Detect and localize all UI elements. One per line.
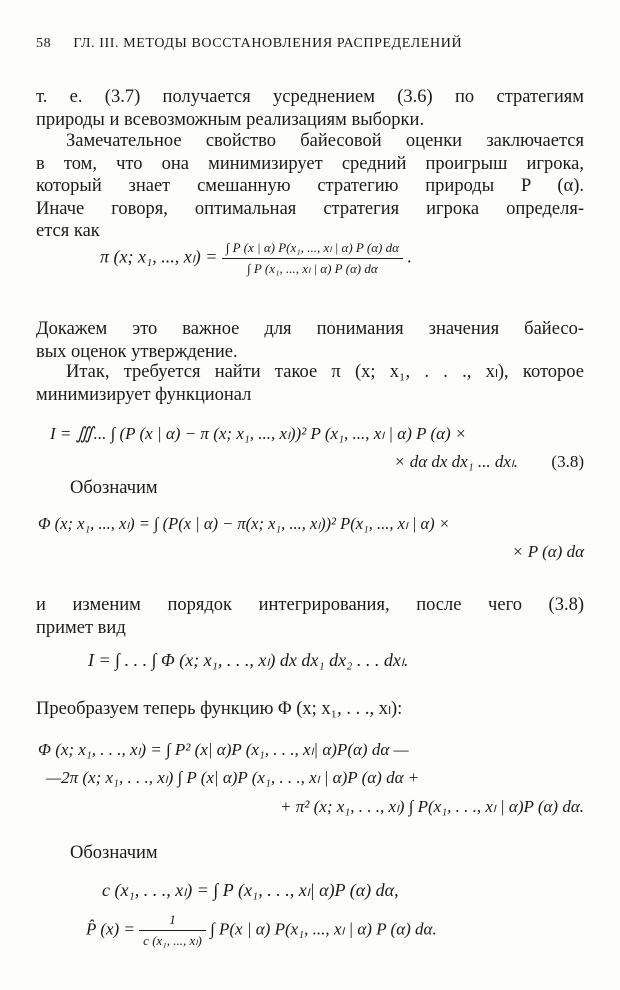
fraction-numerator: ∫ P (x | α) P(x₁, ..., xₗ | α) P (α) dα	[222, 240, 403, 259]
text-line: природы и всевозможным реализациям выборки.	[36, 109, 425, 130]
fraction-numerator: 1	[139, 912, 206, 931]
equation-phi-expand-line-2: —2π (x; x₁, . . ., xₗ) ∫ P (x| α)P (x₁, . . ., xₗ | α)P (α) dα +	[46, 768, 420, 787]
text-line: Замечательное свойство байесовой оценки заключается	[66, 131, 584, 151]
equation-phi-def-line-1: Φ (x; x₁, ..., xₗ) = ∫ (P(x | α) − π(x; x₁, ..., xₗ))² P(x₁, ..., xₗ | α) ×	[38, 514, 450, 533]
equation-phi-def-line-2: × P (α) dα	[512, 542, 584, 561]
equation-p-hat	[86, 912, 437, 949]
equation-phi-expand-line-1: Φ (x; x₁, . . ., xₗ) = ∫ P² (x| α)P (x₁, . . ., xₗ| α)P(α) dα —	[38, 740, 409, 759]
text-line: который знает смешанную стратегию природы P (α).	[36, 176, 584, 196]
equation-c: c (x₁, . . ., xₗ) = ∫ P (x₁, . . ., xₗ| α)P (α) dα,	[102, 880, 399, 900]
text-line: в том, что она минимизирует средний проигрыш игрока,	[36, 153, 584, 174]
fraction-denominator: c (x₁, ..., xₗ)	[143, 933, 202, 948]
label-oboznachim: Обозначим	[70, 478, 158, 498]
text-line: вых оценок утверждение.	[36, 341, 238, 362]
equation-I-transformed: I = ∫ . . . ∫ Φ (x; x₁, . . ., xₗ) dx dx₁ dx₂ . . . dxₗ.	[88, 650, 409, 670]
text-line: Иначе говоря, оптимальная стратегия игрока определя-	[36, 198, 584, 219]
equation-number: (3.8)	[551, 452, 584, 471]
running-title: ГЛ. III. МЕТОДЫ ВОССТАНОВЛЕНИЯ РАСПРЕДЕЛЕНИЙ	[73, 36, 463, 51]
fraction	[222, 240, 403, 277]
text-line: Итак, требуется найти такое π (x; x₁, . . ., xₗ), которое	[66, 362, 584, 382]
equation-pi	[100, 240, 412, 277]
text-line: и изменим порядок интегрирования, после чего (3.8)	[36, 595, 584, 615]
equation-3-8-line-1: I = ∭... ∫ (P (x | α) − π (x; x₁, ..., xₗ))² P (x₁, ..., xₗ | α) P (α) ×	[50, 424, 467, 443]
equation-tail: .	[407, 246, 412, 267]
equation-rhs: ∫ P(x | α) P(x₁, ..., xₗ | α) P (α) dα.	[210, 919, 437, 939]
text-line: примет вид	[36, 617, 126, 638]
paragraph-4	[36, 361, 584, 406]
text-line: т. е. (3.7) получается усреднением (3.6) по стратегиям	[36, 87, 584, 107]
text-line: ется как	[36, 221, 100, 241]
paragraph-2	[36, 130, 584, 243]
running-header	[36, 36, 584, 52]
text-line: минимизирует функционал	[36, 384, 252, 405]
fraction-denominator: ∫ P (x₁, ..., xₗ | α) P (α) dα	[247, 261, 378, 276]
paragraph-3	[36, 318, 584, 363]
equation-3-8-line-2: × dα dx dx₁ ... dxₗ.	[393, 452, 518, 471]
fraction	[139, 912, 206, 949]
paragraph-5	[36, 594, 584, 639]
paragraph-6: Преобразуем теперь функцию Φ (x; x₁, . . ., xₗ):	[36, 699, 403, 719]
paragraph-1	[36, 86, 584, 131]
page-number: 58	[36, 36, 52, 51]
equation-lhs: P̂ (x) =	[86, 919, 135, 939]
text-line: Докажем это важное для понимания значения байесо-	[36, 319, 584, 339]
equation-lhs: π (x; x₁, ..., xₗ) =	[100, 246, 218, 267]
equation-phi-expand-line-3: + π² (x; x₁, . . ., xₗ) ∫ P(x₁, . . ., xₗ | α)P (α) dα.	[280, 797, 584, 816]
label-oboznachim: Обозначим	[70, 843, 158, 863]
